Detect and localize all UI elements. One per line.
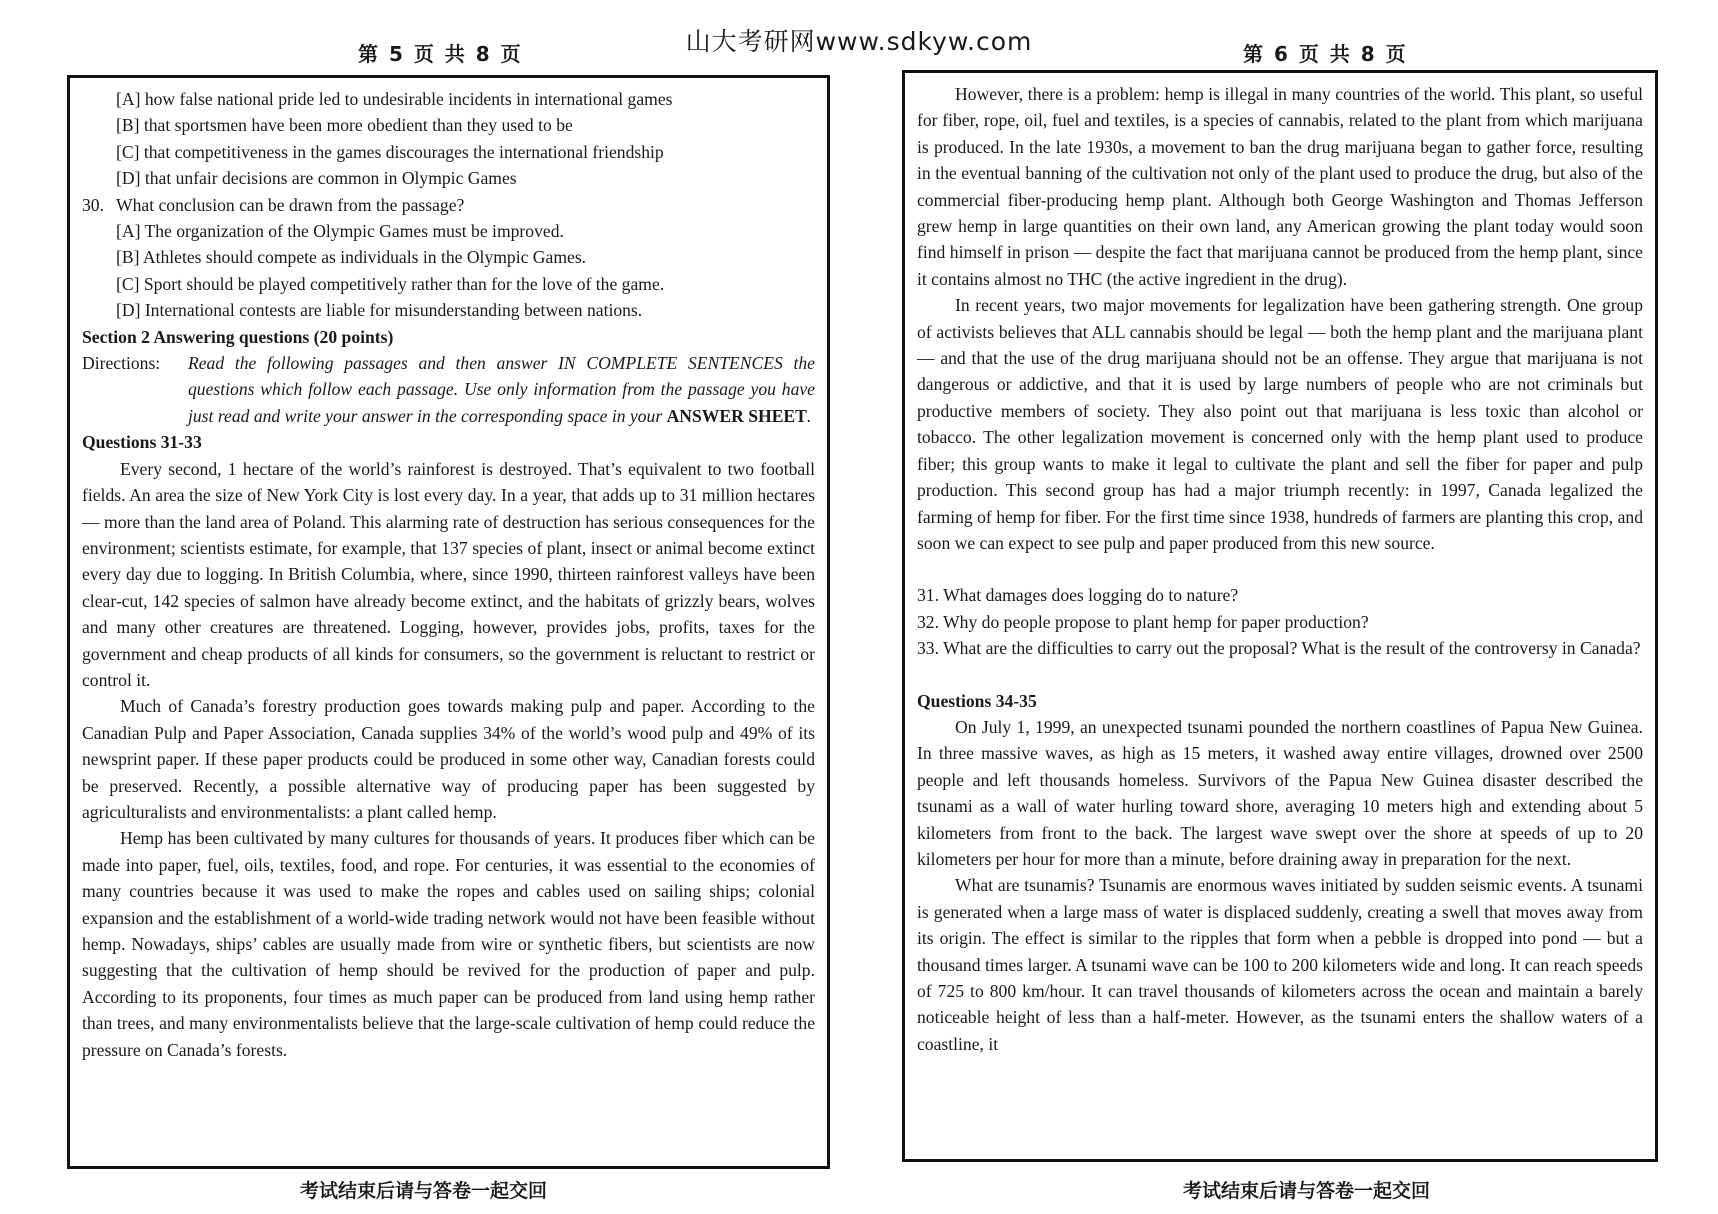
q29-option-b: [B] that sportsmen have been more obedient than they used to be [116,115,573,136]
paragraph: What are tsunamis? Tsunamis are enormous waves initiated by sudden seismic events. A tsunami is generated when a large mass of water is displaced suddenly, creating a swell that moves away from its origin. The effect is similar to the ripples that form when a pebble is dropped into pond — but a thousand times larger. A tsunami wave can be 100 to 200 kilometers wide and long. It can reach speeds of 725 to 800 km/hour. It can travel thousands of kilometers across the ocean and maintain a barely noticeable height of less than a half-meter. However, as the tsunami enters the shallow waters of a coastline, it [917,875,1643,1054]
questions-heading-31-33: Questions 31-33 [82,432,202,453]
directions-label: Directions: [82,353,161,374]
paragraph: Every second, 1 hectare of the world’s rainforest is destroyed. That’s equivalent to two football fields. An area the size of New York City is lost every day. In a year, that adds up to 31 million hectares — more than the land area of Poland. This alarming rate of destruction has serious consequences for the environment; scientists estimate, for example, that 137 species of plant, insect or animal become extinct every day due to logging. In British Columbia, where, since 1990, thirteen rainforest valleys have been clear-cut, 142 species of salmon have already become extinct, and the habitats of grizzly bears, wolves and many other creatures are threatened. Logging, however, provides jobs, profits, taxes for the government and cheap products of all kinds for consumers, so the government is reluctant to restrict or control it. [82,458,815,690]
directions-body: Read the following passages and then answer IN COMPLETE SENTENCES the questions which follow each passage. Use only information from the passage you have just read and write your answer in the corresponding space in your [188,353,815,426]
q29-option-c: [C] that competitiveness in the games discourages the international friendship [116,141,664,162]
q29-option-a: [A] how false national pride led to undesirable incidents in international games [116,89,673,109]
directions-end: . [806,405,812,426]
question-31: 31. What damages does logging do to nature? [917,585,1239,606]
q30-option-d: [D] International contests are liable for misunderstanding between nations. [116,300,643,321]
questions-heading-34-35: Questions 34-35 [917,690,1037,711]
page-number-right: 第 6 页 共 8 页 [1243,42,1408,66]
paragraph: Much of Canada’s forestry production goes towards making pulp and paper. According to the Canadian Pulp and Paper Association, Canada supplies 34% of the world’s wood pulp and 49% of its newsprint paper. If these paper products could be produced in some other way, Canadian forests could be preserved. Recently, a possible alternative way of producing paper has been suggested by agriculturalists and environmentalists: a plant called hemp. [82,696,815,822]
question-33: 33. What are the difficulties to carry out the proposal? What is the result of the controversy in Canada? [917,638,1641,659]
answer-sheet-label: ANSWER SHEET [666,405,807,426]
q29-option-d: [D] that unfair decisions are common in Olympic Games [116,168,517,189]
question-text: What conclusion can be drawn from the passage? [116,194,465,215]
q30-option-c: [C] Sport should be played competitively rather than for the love of the game. [116,273,665,294]
q30-option-a: [A] The organization of the Olympic Games must be improved. [116,221,564,242]
left-page-frame [67,75,830,1169]
footer-note-right: 考试结束后请与答卷一起交回 [1183,1180,1431,1202]
section-heading: Section 2 Answering questions (20 points) [82,326,394,347]
paragraph: On July 1, 1999, an unexpected tsunami pounded the northern coastlines of Papua New Guinea. In three massive waves, as high as 15 meters, it washed away entire villages, drowned over 2500 people and left thousands homeless. Survivors of the Papua New Guinea disaster described the tsunami as a wall of water hurling toward shore, averaging 10 meters high and extending about 5 kilometers from front to the back. The largest wave swept over the shore at speeds of up to 20 kilometers per hour for more than a minute, before draining away in preparation for the next. [917,716,1643,869]
question-30 [82,192,815,218]
paragraph: Hemp has been cultivated by many cultures for thousands of years. It produces fiber which can be made into paper, fuel, oils, textiles, food, and rope. For centuries, it was essential to the economies of many countries because it was used to make the ropes and cables used on sailing ships; colonial expansion and the establishment of a world-wide trading network would not have been feasible without hemp. Nowadays, ships’ cables are usually made from wire or synthetic fibers, but scientists are now suggesting that the cultivation of hemp should be revived for the production of paper and pulp. According to its proponents, four times as much paper can be produced from land using hemp rather than trees, and many environmentalists believe that the large-scale cultivation of hemp could reduce the pressure on Canada’s forests. [82,828,815,1060]
paragraph: However, there is a problem: hemp is illegal in many countries of the world. This plant, so useful for fiber, rope, oil, fuel and textiles, is a species of cannabis, related to the plant from which marijuana is produced. In the late 1930s, a movement to ban the drug marijuana began to gather force, resulting in the eventual banning of the cultivation not only of the plant used to produce the drug, but also of the commercial fiber-producing hemp plant. Although both George Washington and Thomas Jefferson grew hemp in large quantities on their own land, any American growing the plant today would soon find himself in prison — despite the fact that marijuana cannot be produced from the hemp plant, since it contains almost no THC (the active ingredient in the drug). [917,84,1643,289]
q30-option-b: [B] Athletes should compete as individuals in the Olympic Games. [116,247,587,268]
question-number: 30. [82,194,104,215]
question-32: 32. Why do people propose to plant hemp for paper production? [917,611,1369,632]
footer-note-left: 考试结束后请与答卷一起交回 [300,1180,548,1202]
site-title: 山大考研网www.sdkyw.com [685,27,1033,56]
directions-text [188,350,815,429]
right-page-frame [902,70,1658,1162]
page-number-left: 第 5 页 共 8 页 [358,42,523,66]
directions [82,350,815,429]
paragraph: In recent years, two major movements for legalization have been gathering strength. One group of activists believes that ALL cannabis should be legal — both the hemp plant and the marijuana plant — and that the use of the drug marijuana should not be an offense. They argue that marijuana is not dangerous or addictive, and that it is used by large numbers of people who are not criminals but productive members of society. They also point out that marijuana is less toxic than alcohol or tobacco. The other legalization movement is concerned only with the hemp plant used to produce fiber; this group wants to make it legal to cultivate the plant and sell the fiber for paper and pulp production. This second group has had a major triumph recently: in 1997, Canada legalized the farming of hemp for fiber. For the first time since 1938, hundreds of farmers are planting this crop, and soon we can expect to see pulp and paper produced from this new source. [917,295,1643,553]
